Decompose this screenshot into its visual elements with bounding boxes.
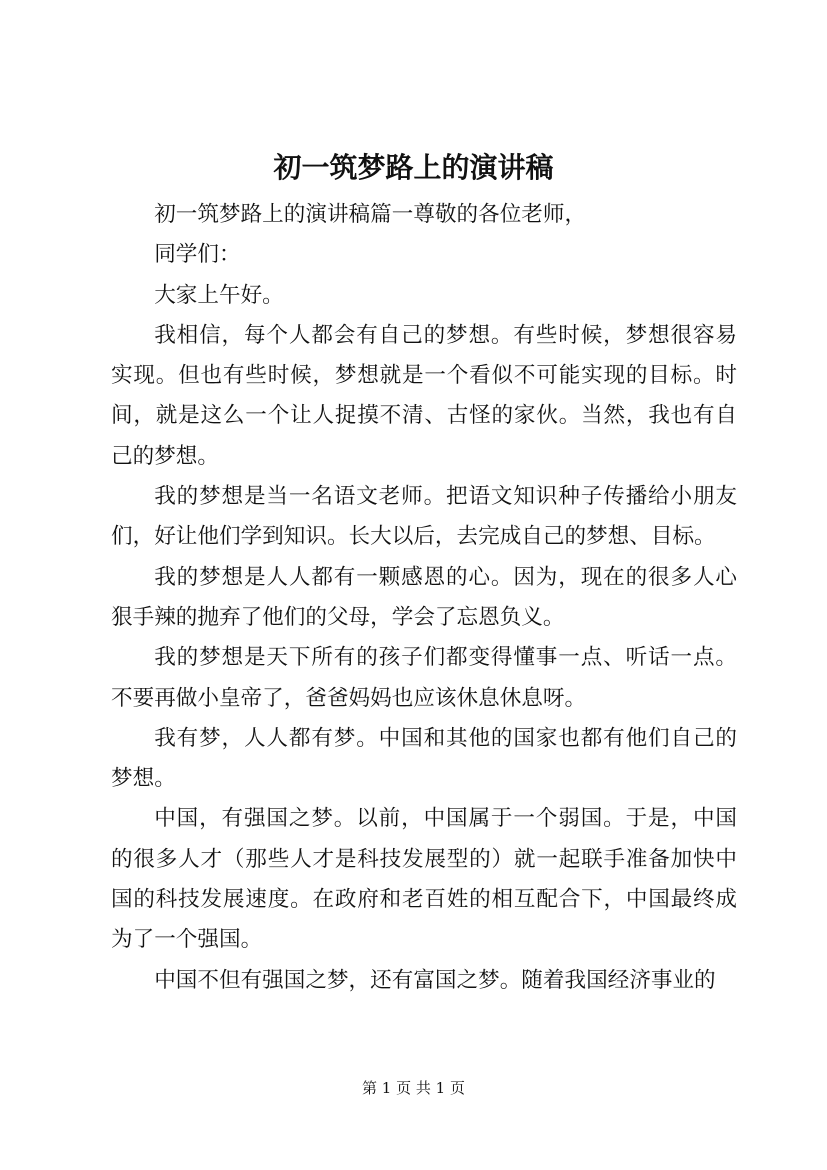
paragraph: 我的梦想是天下所有的孩子们都变得懂事一点、听话一点。不要再做小皇帝了，爸爸妈妈也应该休息休息呀。: [111, 645, 737, 711]
paragraph: 中国不但有强国之梦，还有富国之梦。随着我国经济事业的: [154, 967, 716, 993]
paragraph: 初一筑梦路上的演讲稿篇一尊敬的各位老师，: [154, 202, 587, 227]
paragraph: 同学们：: [154, 242, 241, 268]
paragraph: 我的梦想是当一名语文老师。把语文知识种子传播给小朋友们，好让他们学到知识。长大以后，去完成自己的梦想、目标。: [111, 484, 737, 550]
document-title: 初一筑梦路上的演讲稿: [273, 151, 554, 184]
paragraph: 我相信，每个人都会有自己的梦想。有些时候，梦想很容易实现。但也有些时候，梦想就是一个看似不可能实现的目标。时间，就是这么一个让人捉摸不清、古怪的家伙。当然，我也有自己的梦想。: [111, 322, 737, 469]
paragraph: 我有梦，人人都有梦。中国和其他的国家也都有他们自己的梦想。: [111, 725, 737, 792]
paragraph: 我的梦想是人人都有一颗感恩的心。因为，现在的很多人心狠手辣的抛弃了他们的父母，学会了忘恩负义。: [111, 564, 737, 630]
paragraph: 中国，有强国之梦。以前，中国属于一个弱国。于是，中国的很多人才（那些人才是科技发展型的）就一起联手准备加快中国的科技发展速度。在政府和老百姓的相互配合下，中国最终成为了一个强国。: [111, 806, 737, 953]
document-body: [111, 195, 737, 1001]
page-footer: 第 1 页 共 1 页: [362, 1079, 465, 1097]
paragraph: 大家上午好。: [154, 282, 284, 308]
